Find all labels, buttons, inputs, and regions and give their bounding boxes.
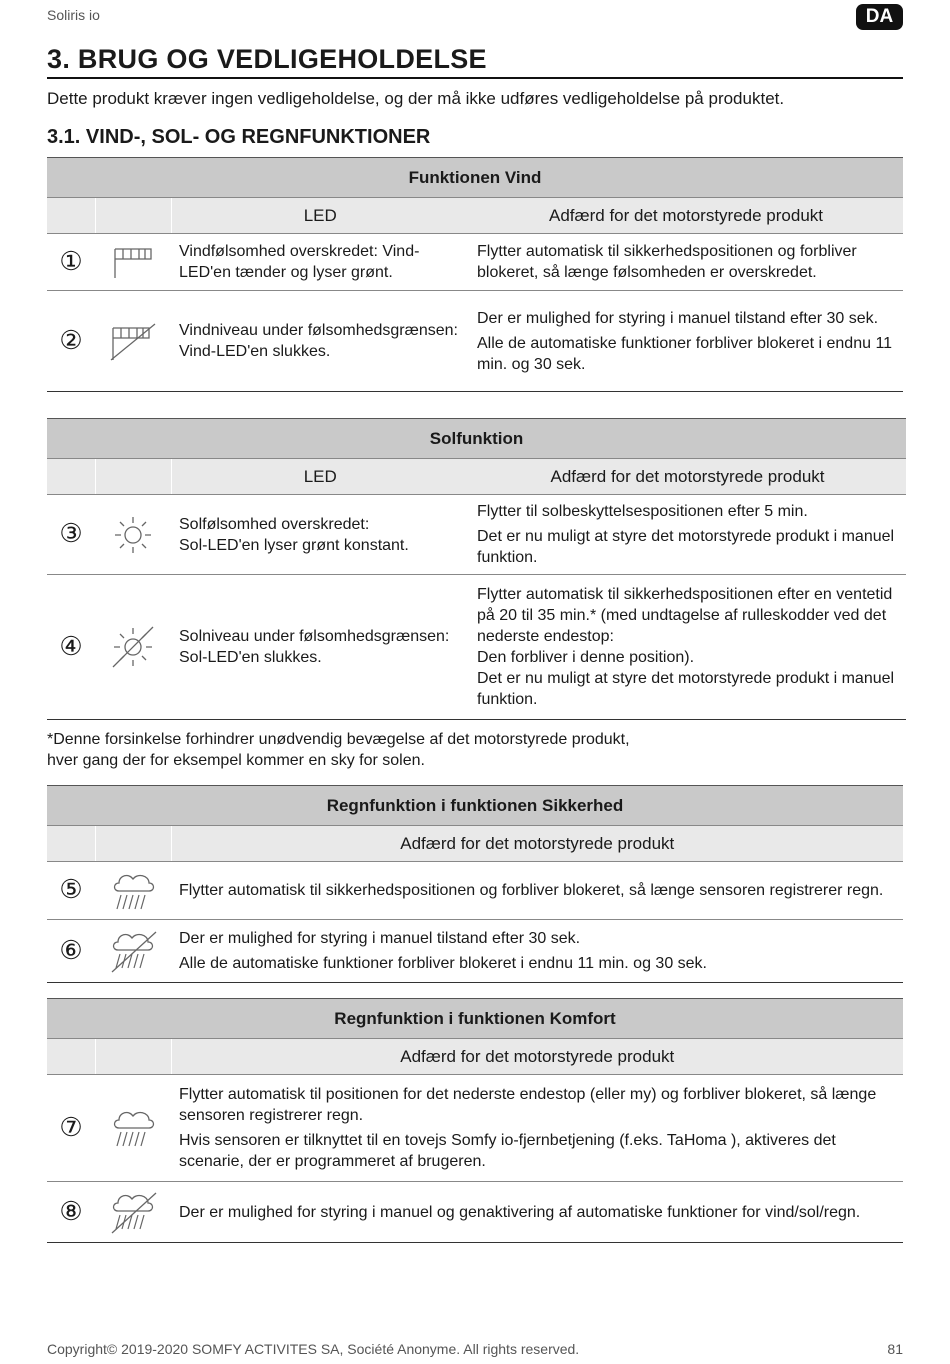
row-number: ④ xyxy=(47,575,95,720)
wind-table-title: Funktionen Vind xyxy=(47,158,903,198)
sun-off-icon xyxy=(95,575,171,720)
wind-col-led: LED xyxy=(171,198,469,234)
sun-table-title: Solfunktion xyxy=(47,419,906,459)
sun-col-behavior: Adfærd for det motorstyrede produkt xyxy=(469,459,906,495)
rain-safety-behavior-text: Der er mulighed for styring i manuel tilstand efter 30 sek. xyxy=(179,930,581,947)
sun-behavior-text-2: Det er nu muligt at styre det motorstyrede produkt i manuel funktion. xyxy=(477,528,895,566)
row-number: ⑥ xyxy=(47,920,95,983)
row-number: ⑦ xyxy=(47,1075,95,1182)
footnote-line-1: *Denne forsinkelse forhindrer unødvendig bevægelse af det motorstyrede produkt, xyxy=(47,731,630,748)
rain-safety-table xyxy=(47,785,903,983)
rain-comfort-behavior-text: Flytter automatisk til positionen for det nederste endestop (eller my) og forbliver blokeret, så længe sensoren registrerer regn. xyxy=(179,1086,877,1124)
wind-led-text: Vindfølsomhed overskredet: Vind-LED'en tænder og lyser grønt. xyxy=(171,234,469,291)
sun-led-text: Solfølsomhed overskredet: xyxy=(179,515,370,533)
wind-behavior-text-2: Alle de automatiske funktioner forbliver blokeret i endnu 11 min. og 30 sek. xyxy=(477,334,893,373)
rain-comfort-title: Regnfunktion i funktionen Komfort xyxy=(47,999,903,1039)
rain-cloud-off-icon xyxy=(95,1182,171,1243)
footnote-line-2: hver gang der for eksempel kommer en sky for solen. xyxy=(47,752,425,769)
wind-table xyxy=(47,157,903,392)
rain-comfort-behavior-text: Der er mulighed for styring i manuel og genaktivering af automatiske funktioner for vind/sol/regn. xyxy=(171,1182,903,1243)
rain-cloud-icon xyxy=(95,1075,171,1182)
row-number: ① xyxy=(47,234,95,291)
footnote xyxy=(47,729,630,771)
sun-led-text-2: Sol-LED'en lyser grønt konstant. xyxy=(179,536,409,554)
page-number: 81 xyxy=(887,1341,903,1357)
sun-led-text-2: Sol-LED'en slukkes. xyxy=(179,649,322,666)
rain-cloud-off-icon xyxy=(95,920,171,983)
page-title: 3. BRUG OG VEDLIGEHOLDELSE xyxy=(47,44,903,79)
rain-cloud-icon xyxy=(95,862,171,920)
sun-behavior-text: Flytter til solbeskyttelsespositionen efter 5 min. xyxy=(477,503,808,520)
sun-col-led: LED xyxy=(171,459,469,495)
intro-text: Dette produkt kræver ingen vedligeholdelse, og der må ikke udføres vedligeholdelse på produktet. xyxy=(47,89,785,108)
language-badge: DA xyxy=(856,4,903,30)
sun-behavior-text-2: Det er nu muligt at styre det motorstyrede produkt i manuel funktion. xyxy=(477,670,895,708)
copyright-footer: Copyright© 2019-2020 SOMFY ACTIVITES SA, Société Anonyme. All rights reserved. xyxy=(47,1341,580,1357)
rain-safety-behavior-text-2: Alle de automatiske funktioner forbliver blokeret i endnu 11 min. og 30 sek. xyxy=(179,955,707,972)
rain-safety-title: Regnfunktion i funktionen Sikkerhed xyxy=(47,786,903,826)
rain-comfort-table xyxy=(47,998,903,1243)
wind-col-behavior: Adfærd for det motorstyrede produkt xyxy=(469,198,903,234)
wind-flag-icon xyxy=(95,234,171,291)
sun-icon xyxy=(95,495,171,575)
wind-behavior-text: Der er mulighed for styring i manuel tilstand efter 30 sek. xyxy=(477,309,879,327)
row-number: ⑤ xyxy=(47,862,95,920)
sun-behavior-text-1b: Den forbliver i denne position). xyxy=(477,649,695,666)
rain-comfort-behavior-text-2: Hvis sensoren er tilknyttet til en tovejs Somfy io-fjernbetjening (f.eks. TaHoma ), aktiveres det scenarie, der er programmeret af brugeren. xyxy=(179,1132,836,1170)
row-number: ⑧ xyxy=(47,1182,95,1243)
brand-label: Soliris io xyxy=(47,7,100,23)
row-number: ③ xyxy=(47,495,95,575)
section-title: 3.1. VIND-, SOL- OG REGNFUNKTIONER xyxy=(47,126,431,148)
wind-behavior-text: Flytter automatisk til sikkerhedspositionen og forbliver blokeret, så længe følsomheden er overskredet. xyxy=(469,234,903,291)
sun-behavior-text: Flytter automatisk til sikkerhedspositionen efter en ventetid på 20 til 35 min.* (med undtagelse af rulleskodder ved det nederste endestop: xyxy=(477,586,893,645)
wind-led-text: Vindniveau under følsomhedsgrænsen: Vind-LED'en slukkes. xyxy=(171,291,469,392)
wind-flag-off-icon xyxy=(95,291,171,392)
rain-safety-col-behavior: Adfærd for det motorstyrede produkt xyxy=(171,826,903,862)
sun-led-text: Solniveau under følsomhedsgrænsen: xyxy=(179,628,450,645)
row-number: ② xyxy=(47,291,95,392)
rain-safety-behavior-text: Flytter automatisk til sikkerhedspositionen og forbliver blokeret, så længe sensoren registrerer regn. xyxy=(171,862,903,920)
sun-table xyxy=(47,418,906,720)
rain-comfort-col-behavior: Adfærd for det motorstyrede produkt xyxy=(171,1039,903,1075)
